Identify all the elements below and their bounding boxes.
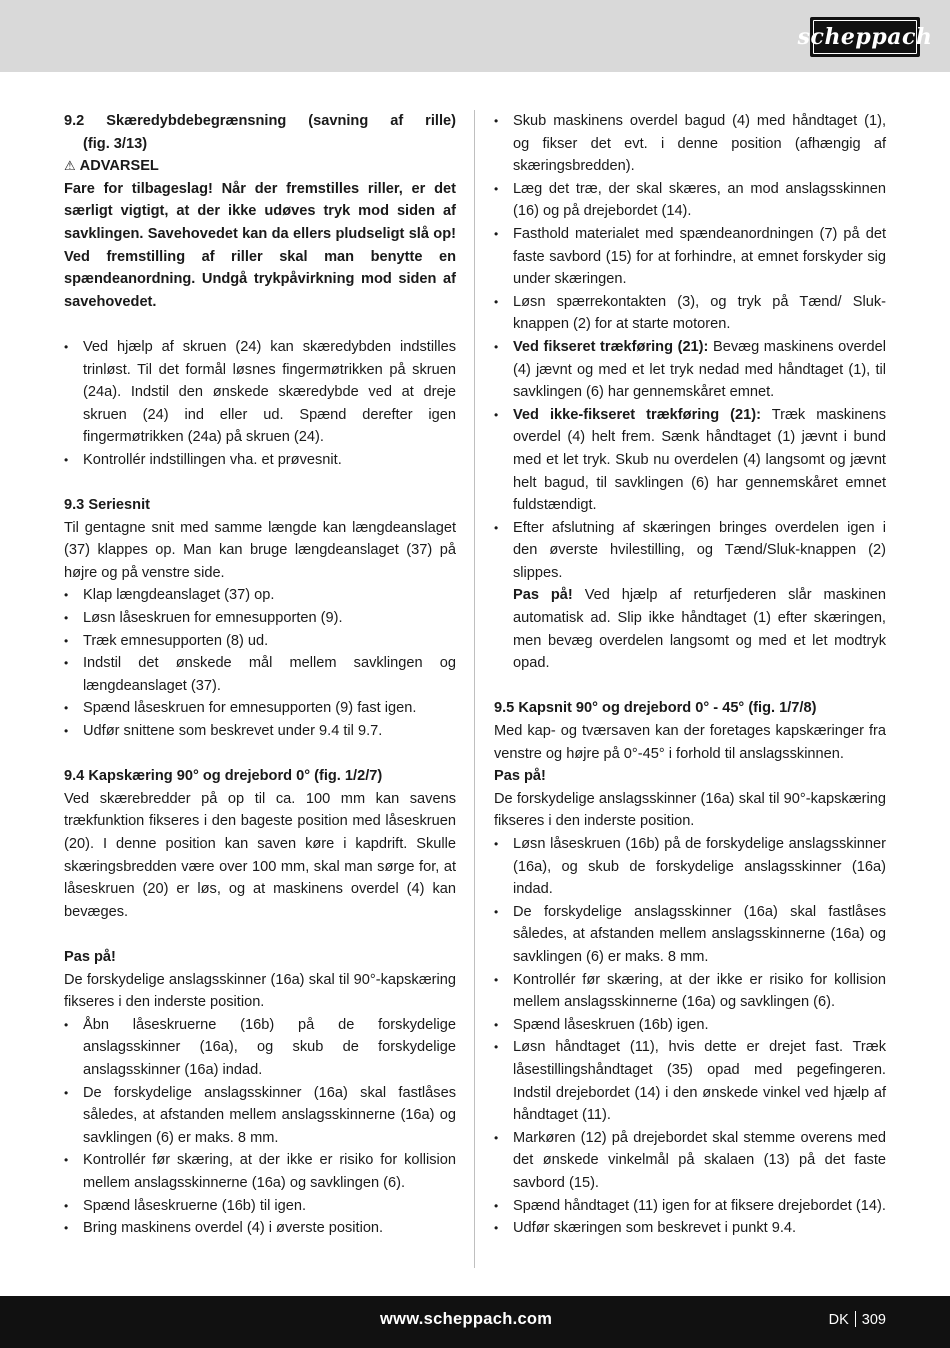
list-item: • Læg det træ, der skal skæres, an mod anslagsskinnen (16) og på drejebordet (14).	[494, 178, 886, 223]
left-column	[64, 110, 456, 1240]
list-item: • Klap længdeanslaget (37) op.	[64, 584, 456, 607]
list-item: • Kontrollér indstillingen vha. et prøvesnit.	[64, 449, 456, 472]
list-item: • De forskydelige anslagsskinner (16a) skal fastlåses således, at afstanden mellem anslagsskinnerne (16a) og savklingen (6) er maks. 8 mm.	[64, 1082, 456, 1150]
column-divider	[474, 110, 475, 1268]
list-item: • Fasthold materialet med spændeanordningen (7) på det faste savbord (15) for at forhindre, at emnet forskyder sig under skæringen.	[494, 223, 886, 291]
list-item: • Bring maskinens overdel (4) i øverste position.	[64, 1217, 456, 1240]
list-item: • De forskydelige anslagsskinner (16a) skal fastlåses således, at afstanden mellem anslagsskinnerne (16a) og savklingen (6) er maks. 8 mm.	[494, 901, 886, 969]
warning-text: Fare for tilbageslag! Når der fremstilles riller, er det særligt vigtigt, at der ikke udøves tryk mod siden af savklingen. Savehovedet kan da ellers pludseligt slå op! Ved fremstilling af riller skal man benytte en spændeanordning. Undgå trykpåvirkning mod siden af savehovedet.	[64, 180, 456, 310]
caution-text: De forskydelige anslagsskinner (16a) skal til 90°-kapskæring fikseres i den inderste position.	[64, 971, 456, 1011]
caution-note	[513, 584, 886, 674]
spacer	[64, 743, 456, 766]
list-item-fixed-guide	[494, 336, 886, 404]
page-number: 309	[861, 1312, 886, 1328]
caution-note-text: Ved hjælp af returfjederen slår maskinen automatisk ad. Slip ikke håndtaget (1) efter skæringen, men bevæg overdelen langsomt og med et let modtryk opad.	[513, 587, 886, 672]
section-9-5-text: Med kap- og tværsaven kan der foretages kapskæringer fra venstre og højre på 0°-45° i forhold til anslagsskinnen.	[494, 723, 886, 762]
list-item: • Træk emnesupporten (8) ud.	[64, 630, 456, 653]
warning-triangle-icon: ⚠	[64, 158, 76, 174]
after-cut-text: Efter afslutning af skæringen bringes overdelen igen i den øverste hvilestilling, og Tænd/Sluk-knappen (2) slippes.	[513, 519, 886, 581]
procedure-list	[494, 110, 886, 675]
list-item: • Spænd håndtaget (11) igen for at fiksere drejebordet (14).	[494, 1195, 886, 1218]
separator	[855, 1311, 856, 1327]
footer-website-link[interactable]: www.scheppach.com	[380, 1310, 553, 1328]
list-item-unfixed-guide	[494, 404, 886, 517]
section-9-4-list	[64, 1014, 456, 1240]
caution-label: Pas på!	[64, 948, 116, 965]
list-item: • Løsn spærrekontakten (3), og tryk på Tænd/ Sluk-knappen (2) for at starte motoren.	[494, 291, 886, 336]
section-9-2-list	[64, 336, 456, 472]
section-9-3-text: Til gentagne snit med samme længde kan længdeanslaget (37) klappes op. Man kan bruge længdeanslaget (37) på højre og på venstre side.	[64, 519, 456, 581]
list-item: • Skub maskinens overdel bagud (4) med håndtaget (1), og fikser det evt. i denne position (afhængig af skæringsbredden).	[494, 110, 886, 178]
list-item: • Spænd låseskruen (16b) igen.	[494, 1014, 886, 1037]
unfixed-guide-label: Ved ikke-fikseret trækføring (21):	[513, 406, 761, 423]
section-title-text: 9.2 Skæredybdebegrænsning (savning af rille)	[64, 113, 456, 129]
list-item: • Udfør snittene som beskrevet under 9.4 til 9.7.	[64, 720, 456, 743]
list-item: • Udfør skæringen som beskrevet i punkt 9.4.	[494, 1217, 886, 1240]
list-item: • Løsn låseskruen (16b) på de forskydelige anslagsskinner (16a), og skub de forskydelige anslagsskinner (16a) indad.	[494, 833, 886, 901]
footer-page-info	[829, 1311, 886, 1328]
warning-heading	[64, 155, 456, 178]
warning-label: ADVARSEL	[79, 158, 159, 175]
section-9-3-title: 9.3 Seriesnit	[64, 497, 150, 514]
list-item: • Ved hjælp af skruen (24) kan skæredybden indstilles trinløst. Til det formål løsnes fingermøtrikken på skruen (24a). Indstil den ønskede skæredybde ved at dreje skruen (24) ind eller ud. Spænd derefter igen fingermøtrikken (24a) på skruen (24).	[64, 336, 456, 449]
spacer	[64, 313, 456, 336]
section-9-3-list	[64, 584, 456, 742]
list-item: • Markøren (12) på drejebordet skal stemme overens med det ønskede vinkelmål på skalaen (13) på det faste savbord (15).	[494, 1127, 886, 1195]
spacer	[64, 923, 456, 946]
fixed-guide-label: Ved fikseret trækføring (21):	[513, 338, 709, 355]
list-item: • Åbn låseskruerne (16b) på de forskydelige anslagsskinner (16a), og skub de forskydelige anslagsskinner (16a) indad.	[64, 1014, 456, 1082]
list-item: • Indstil det ønskede mål mellem savklingen og længdeanslaget (37).	[64, 652, 456, 697]
section-9-5-title: 9.5 Kapsnit 90° og drejebord 0° - 45° (fig. 1/7/8)	[494, 700, 817, 717]
section-9-2-title	[64, 110, 456, 133]
section-9-2-figref: (fig. 3/13)	[83, 135, 148, 152]
list-item: • Spænd låseskruen for emnesupporten (9) fast igen.	[64, 697, 456, 720]
spacer	[494, 675, 886, 698]
caution-text: De forskydelige anslagsskinner (16a) skal til 90°-kapskæring fikseres i den inderste position.	[494, 790, 886, 830]
fixed-guide-text: Bevæg maskinens overdel (4) jævnt og med et let tryk nedad med håndtaget (1), til savklingen (6) har gennemskåret emnet.	[513, 338, 886, 401]
spacer	[64, 472, 456, 495]
right-column	[494, 110, 886, 1240]
list-item: • Løsn håndtaget (11), hvis dette er drejet fast. Træk låsestillingshåndtaget (35) opad med pegefingeren. Indstil drejebordet (14) i den ønskede vinkel ved hjælp af håndtaget (11).	[494, 1036, 886, 1126]
list-item: • Kontrollér før skæring, at der ikke er risiko for kollision mellem anslagsskinnerne (16a) og savklingen (6).	[64, 1149, 456, 1194]
section-9-5-list	[494, 833, 886, 1240]
list-item	[494, 517, 886, 675]
caution-label: Pas på!	[513, 587, 573, 604]
language-code: DK	[828, 1312, 849, 1328]
brand-logo: scheppach	[810, 17, 920, 57]
footer-band	[0, 1296, 950, 1348]
unfixed-guide-text: Træk maskinens overdel (4) helt frem. Sænk håndtaget (1) jævnt i bund med et let tryk. Skub nu overdelen (4) langsomt og jævnt helt bagud, til savklingen (6) har gennemskåret emnet fuldstændigt.	[513, 406, 886, 514]
caution-label: Pas på!	[494, 768, 546, 785]
section-9-4-title: 9.4 Kapskæring 90° og drejebord 0° (fig. 1/2/7)	[64, 768, 383, 785]
section-9-4-text: Ved skærebredder på op til ca. 100 mm kan savens trækfunktion fikseres i den bageste position med låseskruen (20). I denne position kan saven køre i kapdrift. Skulle skæringsbredden være over 100 mm, skal man sørge for, at låseskruen (20) er løs, og at maskinens overdel (4) kan bevæges.	[64, 790, 456, 920]
list-item: • Kontrollér før skæring, at der ikke er risiko for kollision mellem anslagsskinnerne (16a) og savklingen (6).	[494, 969, 886, 1014]
list-item: • Løsn låseskruen for emnesupporten (9).	[64, 607, 456, 630]
list-item: • Spænd låseskruerne (16b) til igen.	[64, 1195, 456, 1218]
